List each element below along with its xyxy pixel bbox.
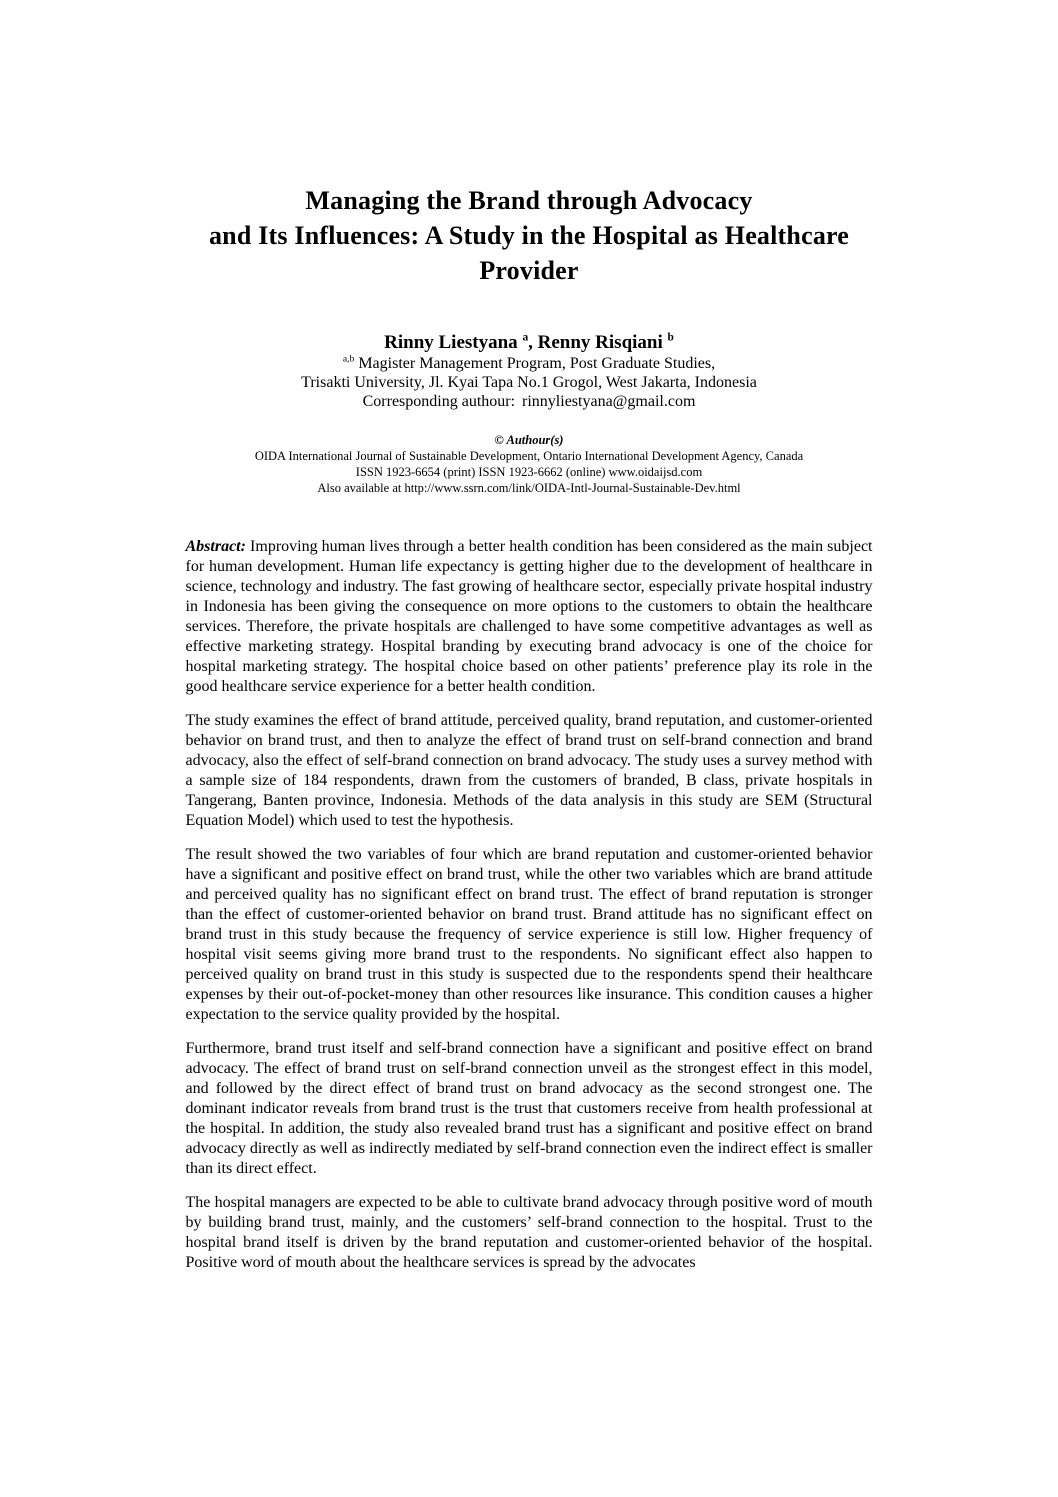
affiliation-superscript: a,b <box>342 353 355 365</box>
author-superscript-2: b <box>667 331 674 344</box>
authors-separator: , <box>528 332 538 353</box>
abstract-paragraph-5: The hospital managers are expected to be able to cultivate brand advocacy through positive word of mouth by building brand trust, mainly, and the customers’ self-brand connection to the hospital. Trust to the hospital brand itself is driven by the brand reputation and customer-oriented behavior of the hospital. Positive word of mouth about the healthcare services is spread by the advocates <box>185 1194 873 1271</box>
affiliation-block <box>0 354 1058 411</box>
abstract-section <box>186 537 873 1273</box>
abstract-paragraph-2: The study examines the effect of brand attitude, perceived quality, brand reputation, and customer-oriented behavior on brand trust, and then to analyze the effect of brand trust on self-brand connection and brand advocacy, also the effect of self-brand connection on brand advocacy. The study uses a survey method with a sample size of 184 respondents, drawn from the customers of branded, B class, private hospitals in Tangerang, Banten province, Indonesia. Methods of the data analysis in this study are SEM (Structural Equation Model) which used to test the hypothesis. <box>185 712 873 829</box>
copyright-line: © Authour(s) <box>494 433 564 447</box>
corresponding-author-email: rinnyliestyana@gmail.com <box>522 393 696 410</box>
abstract-paragraph-1 <box>186 537 873 697</box>
authors-line <box>0 332 1058 354</box>
title-line-3: Provider <box>479 256 579 285</box>
abstract-paragraph-4: Furthermore, brand trust itself and self-brand connection have a significant and positive effect on brand advocacy. The effect of brand trust on self-brand connection unveil as the strongest effect in this model, and followed by the direct effect of brand trust on brand advocacy as the second strongest one. The dominant indicator reveals from brand trust is the trust that customers receive from health professional at the hospital. In addition, the study also revealed brand trust has a significant and positive effect on brand advocacy directly as well as indirectly mediated by self-brand connection even the indirect effect is smaller than its direct effect. <box>185 1040 873 1177</box>
author-name-1: Rinny Liestyana <box>384 332 523 353</box>
affiliation-line-1 <box>0 354 1058 373</box>
abstract-paragraph-3: The result showed the two variables of four which are brand reputation and customer-oriented behavior have a significant and positive effect on brand trust, while the other two variables which are brand attitude and perceived quality has no significant effect on brand trust. The effect of brand reputation is stronger than the effect of customer-oriented behavior on brand trust. Brand attitude has no significant effect on brand trust in this study because the frequency of service experience is still low. Higher frequency of hospital visit seems giving more brand trust to the respondents. No significant effect also happen to perceived quality on brand trust in this study is suspected due to the respondents spend their healthcare expenses by their out-of-pocket-money than other resources like insurance. This condition causes a higher expectation to the service quality provided by the hospital. <box>185 846 873 1023</box>
availability-line: Also available at http://www.ssrn.com/link/OIDA-Intl-Journal-Sustainable-Dev.html <box>317 481 741 495</box>
issn-line: ISSN 1923-6654 (print) ISSN 1923-6662 (online) www.oidaijsd.com <box>355 465 703 479</box>
corresponding-author-label: Corresponding authour: <box>362 393 516 410</box>
abstract-paragraph-1-text: Improving human lives through a better health condition has been considered as the main subject for human development. Human life expectancy is getting higher due to the development of healthcare in science, technology and industry. The fast growing of healthcare sector, especially private hospital industry in Indonesia has been giving the consequence on more options to the customers to obtain the healthcare services. Therefore, the private hospitals are challenged to have some competitive advantages as well as effective marketing strategy. Hospital branding by executing brand advocacy is one of the choice for hospital marketing strategy. The hospital choice based on other patients’ preference play its role in the good healthcare service experience for a better health condition. <box>185 538 873 695</box>
title-line-2: and Its Influences: A Study in the Hospital as Healthcare <box>208 221 850 250</box>
abstract-label: Abstract: <box>185 538 246 555</box>
affiliation-line-2: Trisakti University, Jl. Kyai Tapa No.1 Grogol, West Jakarta, Indonesia <box>301 374 757 391</box>
journal-line: OIDA International Journal of Sustainable Development, Ontario International Development Agency, Canada <box>254 449 804 463</box>
author-name-2: Renny Risqiani <box>537 332 668 353</box>
affiliation-program: Magister Management Program, Post Graduate Studies, <box>354 355 716 372</box>
author-superscript-1: a <box>522 331 529 344</box>
publication-block <box>0 432 1058 496</box>
title-line-1: Managing the Brand through Advocacy <box>305 186 753 215</box>
corresponding-author-line <box>0 392 1058 411</box>
paper-title <box>0 183 1058 288</box>
